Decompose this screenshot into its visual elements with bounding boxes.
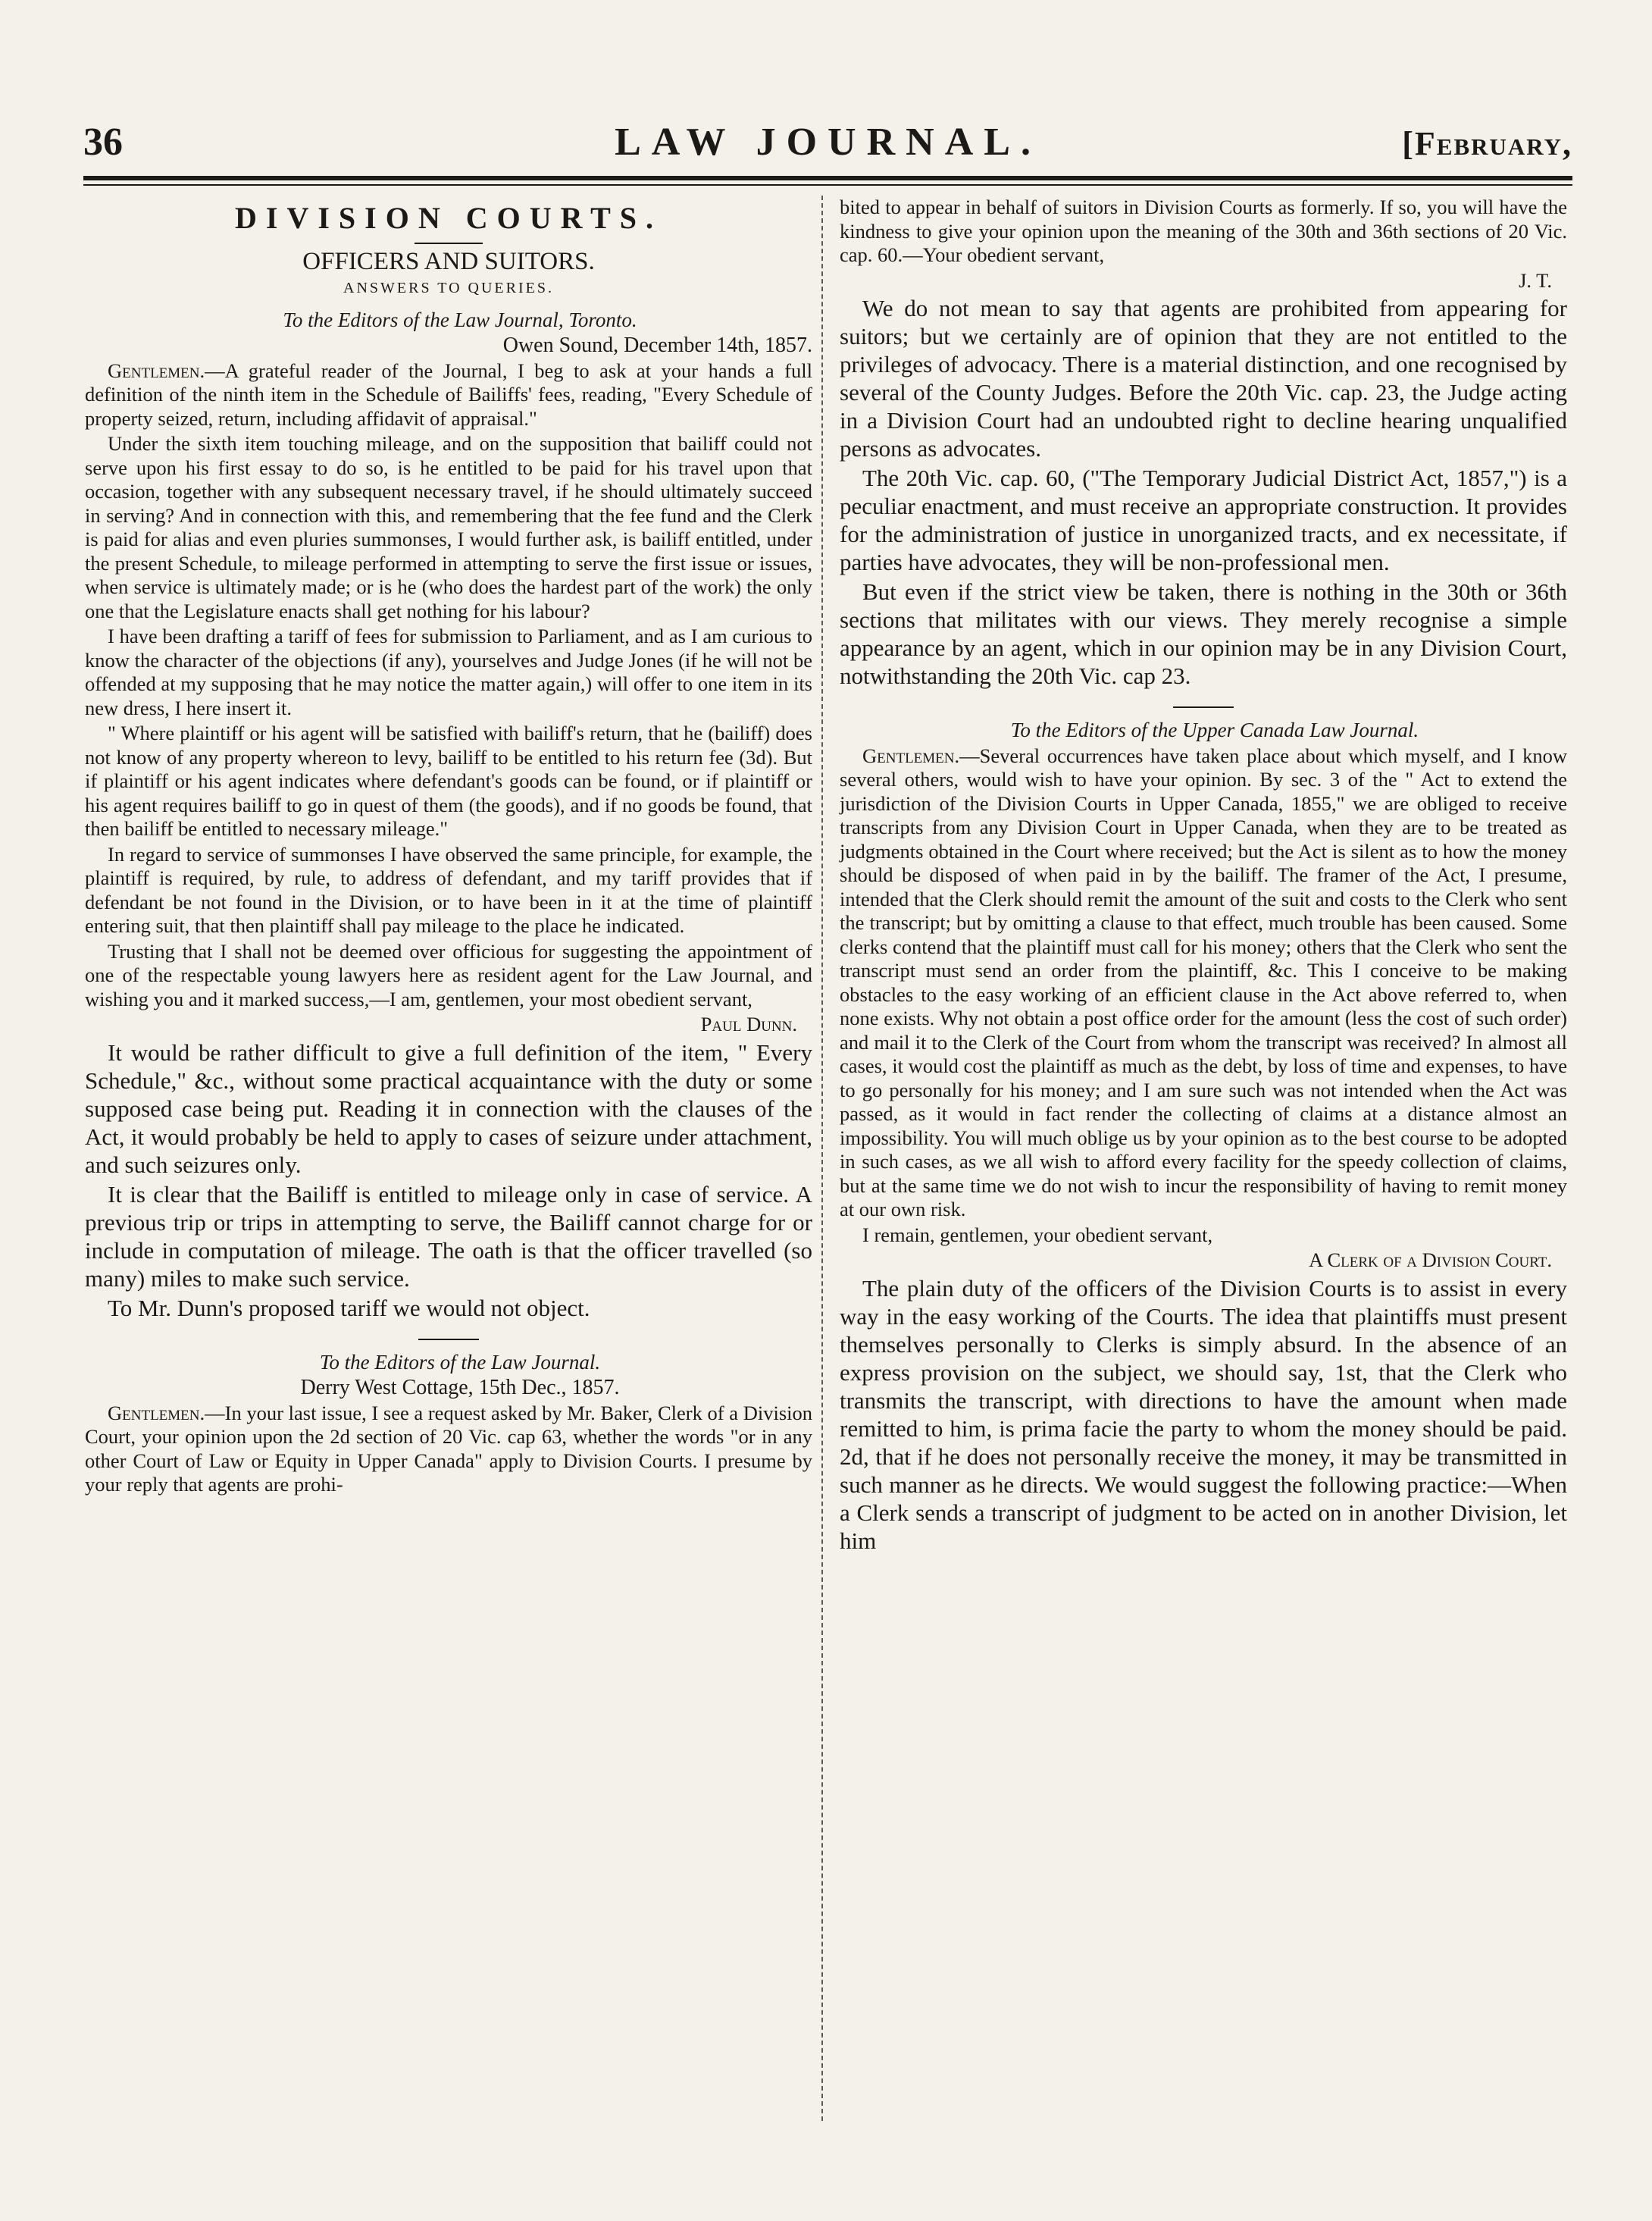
separator-rule — [418, 1339, 479, 1340]
title-rule — [415, 243, 483, 244]
reply3-p1: The plain duty of the officers of the Division Courts is to assist in every way in the easy working of the Courts. The idea that plaintiffs must present themselves personally to Clerks is simply absurd. In the absence of an express provision on the subject, we should say, 1st, that the Clerk who transmits the transcript, with directions to have the amount when made remitted to him, is prima facie the party to whom the money should be paid. 2d, that if he does not personally receive the money, it may be transmitted in such manner as he directs. We would suggest the following practice:—When a Clerk sends a transcript of judgment to be acted on in another Division, let him — [840, 1274, 1567, 1554]
letter3-p1: —Several occurrences have taken place about which myself, and I know several others, would wish to have your opinion. By sec. 3 of the " Act to extend the jurisdiction of the Division Courts in Upper Canada, 1855," we are obliged to receive transcripts from any Division Court in Upper Canada, when they are to be treated as judgments obtained in the Court where received; but the Act is silent as to how the money should be disposed of when paid in by the bailiff. The framer of the Act, I presume, intended that the Clerk should remit the amount of the suit and costs to the Clerk who sent the transcript; but by omitting a clause to that effect, much trouble has been caused. Some clerks contend that the plaintiff must call for his money; others that the Clerk who sent the transcript must send an order from the plaintiff, &c. This I conceive to be making obstacles to the easy working of an efficient clause in the Act above referred to, when none exists. Why not obtain a post office order for the amount (less the cost of such order) and mail it to the Clerk of the Court from whom the transcript was received? In almost all cases, it would cost the plaintiff as much as the debt, by loss of time and expenses, to have to go personally for his money; and I am sure such was not intended when the Act was passed, as it would in fact render the collecting of claims at a distance almost an impossibility. You will much oblige us by your opinion as to the best course to be adopted in such cases, as we all wish to afford every facility for the speedy collection of claims, but at the same time we do not wish to incur the responsibility of having to remit money at our own risk. — [840, 744, 1567, 1220]
letter1-address: To the Editors of the Law Journal, Toronto. — [283, 308, 637, 331]
letter3-address: To the Editors of the Upper Canada Law Journal. — [1010, 719, 1419, 741]
letter2-p1: —In your last issue, I see a request asked by Mr. Baker, Clerk of a Division Court, your opinion upon the 2d section of 20 Vic. cap 63, whether the words "or in any other Court of Law or Equity in Upper Canada" apply to Division Courts. I presume by your reply that agents are prohi- — [85, 1401, 812, 1496]
subsection-title: OFFICERS AND SUITORS. — [302, 247, 595, 275]
reply2-p3: But even if the strict view be taken, there is nothing in the 30th or 36th sections that militates with our views. They merely recognise a simple appearance by an agent, which in our opinion may be in any Division Court, notwithstanding the 20th Vic. cap 23. — [840, 578, 1567, 689]
letter1-p6: Trusting that I shall not be deemed over officious for suggesting the appointment of one of the respectable young lawyers here as resident agent for the Law Journal, and wishing you and it marked success,—I am, gentlemen, your most obedient servant, — [85, 939, 812, 1010]
letter2-paragraph — [85, 1402, 812, 1497]
letter1-p5: In regard to service of summonses I have observed the same principle, for example, the plaintiff is required, by rule, to address of defendant, and my tariff provides that if defendant be not found in the Division, or to have been in it at the time of plaintiff entering suit, that then plaintiff shall pay mileage to the place he indicated. — [85, 842, 812, 937]
letter1-p4: " Where plaintiff or his agent will be satisfied with bailiff's return, that he (bailiff) does not know of any property whereon to levy, bailiff to be entitled to his return fee (3d). But if plaintiff or his agent indicates where defendant's goods can be found, or if plaintiff or his agent requires bailiff to go in quest of them (the goods), and if no goods be found, that then bailiff be entitled to necessary mileage." — [85, 722, 812, 840]
salutation: Gentlemen. — [862, 744, 960, 767]
letter1-signature: Paul Dunn. — [700, 1013, 797, 1035]
letter3-closing: I remain, gentlemen, your obedient servant, — [862, 1223, 1213, 1246]
right-column — [840, 196, 1567, 1556]
column-divider — [821, 196, 823, 2121]
journal-title: LAW JOURNAL. — [615, 121, 1041, 164]
page-number: 36 — [83, 121, 123, 164]
letter2-address: To the Editors of the Law Journal. — [319, 1350, 601, 1374]
letter2-signature: J. T. — [1519, 268, 1552, 292]
reply2-p1: We do not mean to say that agents are prohibited from appearing for suitors; but we certainly are of opinion that they are not entitled to the privileges of advocacy. There is a material distinction, and one recognised by several of the County Judges. Before the 20th Vic. cap. 23, the Judge acting in a Division Court had an undoubted right to decline hearing unqualified persons as advocates. — [840, 295, 1567, 462]
letter1-p1: —A grateful reader of the Journal, I beg to ask at your hands a full definition of the ninth item in the Schedule of Bailiffs' fees, reading, "Every Schedule of property seized, return, including affidavit of appraisal." — [85, 359, 812, 430]
section-title: DIVISION COURTS. — [234, 201, 662, 235]
letter1-p3: I have been drafting a tariff of fees for submission to Parliament, and as I am curious to know the character of the objections (if any), yourselves and Judge Jones (if he will not be offended at my supposing that he may notice the matter again,) will offer to one item in its new dress, I here insert it. — [85, 625, 812, 719]
reply1-p2: It is clear that the Bailiff is entitled to mileage only in case of service. A previous trip or trips in attempting to serve, the Bailiff cannot charge for or include in computation of mileage. The oath is that the officer travelled (so many) miles to make such service. — [85, 1180, 812, 1292]
header-rule-thin — [83, 184, 1572, 186]
letter2-continued: bited to appear in behalf of suitors in Division Courts as formerly. If so, you will have the kindness to give your opinion upon the meaning of the 30th and 36th sections of 20 Vic. cap. 60.—Your obedient servant, — [840, 196, 1567, 266]
letter1-dateline: Owen Sound, December 14th, 1857. — [502, 334, 812, 357]
left-column — [85, 196, 812, 1499]
separator-rule — [1173, 706, 1234, 708]
salutation: Gentlemen. — [108, 359, 205, 382]
letter3-paragraph — [840, 744, 1567, 1222]
letter3-signature: A Clerk of a Division Court. — [1309, 1248, 1552, 1271]
salutation: Gentlemen. — [108, 1401, 205, 1424]
header-rule-thick — [83, 176, 1572, 180]
answers-heading: ANSWERS TO QUERIES. — [343, 280, 554, 296]
letter2-dateline: Derry West Cottage, 15th Dec., 1857. — [300, 1376, 620, 1399]
reply1-p1: It would be rather difficult to give a full definition of the item, " Every Schedule," &c., without some practical acquaintance with the duty or some supposed case being put. Reading it in connection with the clauses of the Act, it would probably be held to apply to cases of seizure under attachment, and such seizures only. — [85, 1038, 812, 1178]
letter1-paragraph — [85, 359, 812, 431]
page-header — [83, 114, 1572, 174]
letter1-p2: Under the sixth item touching mileage, and on the supposition that bailiff could not serve upon his first essay to do so, is he entitled to be paid for his travel upon that occasion, together with any subsequent necessary travel, if he should ultimately succeed in serving? And in connection with this, and remembering that the fee fund and the Clerk is paid for alias and even pluries summonses, I would further ask, is bailiff entitled, under the present Schedule, to mileage performed in attempting to serve the first issue or issues, when service is ultimately made; or is he (who does the hardest part of the work) the only one that the Legislature enacts shall get nothing for his labour? — [85, 432, 812, 622]
issue-month: [February, — [1402, 125, 1572, 162]
reply2-p2: The 20th Vic. cap. 60, ("The Temporary Judicial District Act, 1857,") is a peculiar enactment, and must receive an appropriate construction. It provides for the administration of justice in unorganized tracts, and ex necessitate, if parties have advocates, they will be non-professional men. — [840, 465, 1567, 575]
reply1-p3: To Mr. Dunn's proposed tariff we would not object. — [108, 1294, 590, 1321]
